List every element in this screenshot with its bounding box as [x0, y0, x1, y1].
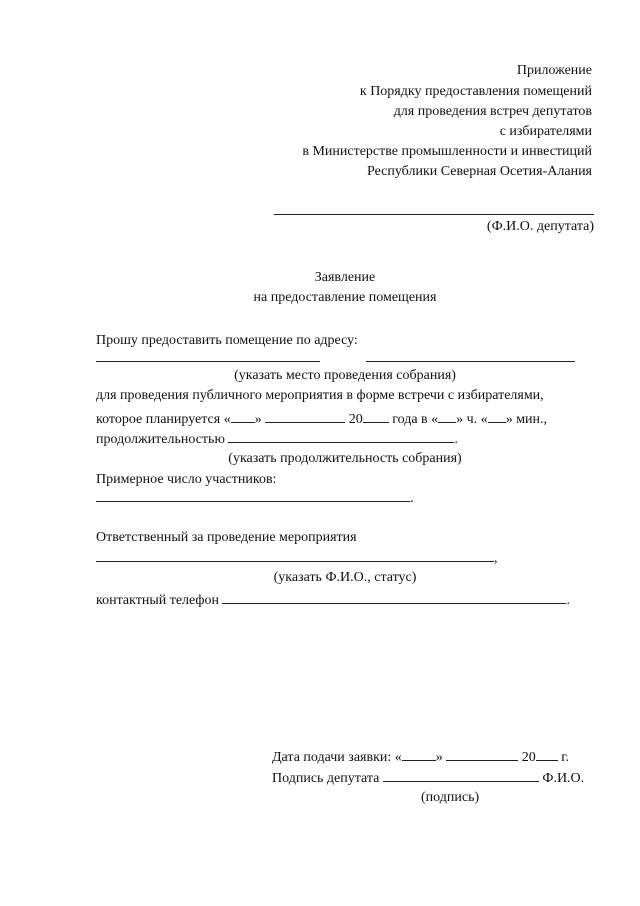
document-subtitle: на предоставление помещения [253, 290, 437, 305]
planned-time: года в « [392, 412, 439, 427]
responsible-end: , [494, 551, 498, 566]
sign-fio: Ф.И.О. [542, 771, 585, 786]
address-line-2[interactable] [366, 361, 575, 362]
request-text: Прошу предоставить помещение по адресу: [96, 333, 358, 348]
phone-field[interactable] [222, 591, 566, 604]
address-hint: (указать место проведения собрания) [234, 368, 456, 383]
appendix-line: Республики Северная Осетия-Алания [367, 164, 592, 179]
duration-row [96, 430, 458, 448]
planned-prefix: которое планируется « [96, 412, 231, 427]
participants-end: . [410, 491, 414, 506]
planned-hour: » ч. « [456, 412, 488, 427]
phone-end: . [566, 593, 570, 608]
year-field[interactable] [363, 410, 389, 423]
appendix-line: с избирателями [499, 124, 592, 139]
document-title: Заявление [314, 270, 376, 285]
sign-row [272, 769, 584, 787]
date-day-field[interactable] [402, 748, 436, 761]
responsible-field[interactable] [96, 549, 494, 562]
appendix-line: в Министерстве промышленности и инвестиций [302, 144, 592, 159]
appendix-title: Приложение [516, 63, 592, 78]
responsible-label: Ответственный за проведение мероприятия [96, 530, 357, 545]
date-month-field[interactable] [446, 748, 518, 761]
participants-row [96, 489, 414, 507]
sign-label: Подпись депутата [272, 771, 380, 786]
date-year: 20 [521, 750, 536, 765]
duration-hint: (указать продолжительность собрания) [228, 451, 462, 466]
phone-label: контактный телефон [96, 593, 219, 608]
duration-label: продолжительностью [96, 432, 225, 447]
duration-end: . [454, 432, 458, 447]
duration-field[interactable] [228, 430, 454, 443]
date-quote: » [435, 750, 443, 765]
date-row [272, 748, 569, 766]
planned-quote: » [254, 412, 262, 427]
participants-label: Примерное число участников: [96, 472, 277, 487]
planned-year: 20 [348, 412, 363, 427]
appendix-line: для проведения встреч депутатов [393, 104, 592, 119]
planned-row [96, 410, 547, 428]
date-year-field[interactable] [536, 748, 558, 761]
hour-field[interactable] [438, 410, 456, 423]
signature-field[interactable] [383, 769, 539, 782]
appendix-line: к Порядку предоставления помещений [359, 84, 592, 99]
responsible-row [96, 549, 498, 567]
participants-field[interactable] [96, 489, 410, 502]
deputy-name-line[interactable] [274, 214, 594, 215]
date-label: Дата подачи заявки: « [272, 750, 402, 765]
responsible-hint: (указать Ф.И.О., статус) [273, 570, 417, 585]
planned-min: » мин., [505, 412, 548, 427]
minute-field[interactable] [488, 410, 506, 423]
month-field[interactable] [265, 410, 345, 423]
deputy-caption: (Ф.И.О. депутата) [486, 219, 594, 234]
day-field[interactable] [231, 410, 255, 423]
sign-hint: (подпись) [421, 790, 480, 805]
phone-row [96, 591, 570, 609]
purpose-text: для проведения публичного мероприятия в форме встречи с избирателями, [96, 388, 544, 403]
address-line[interactable] [96, 361, 320, 362]
date-g: г. [561, 750, 569, 765]
